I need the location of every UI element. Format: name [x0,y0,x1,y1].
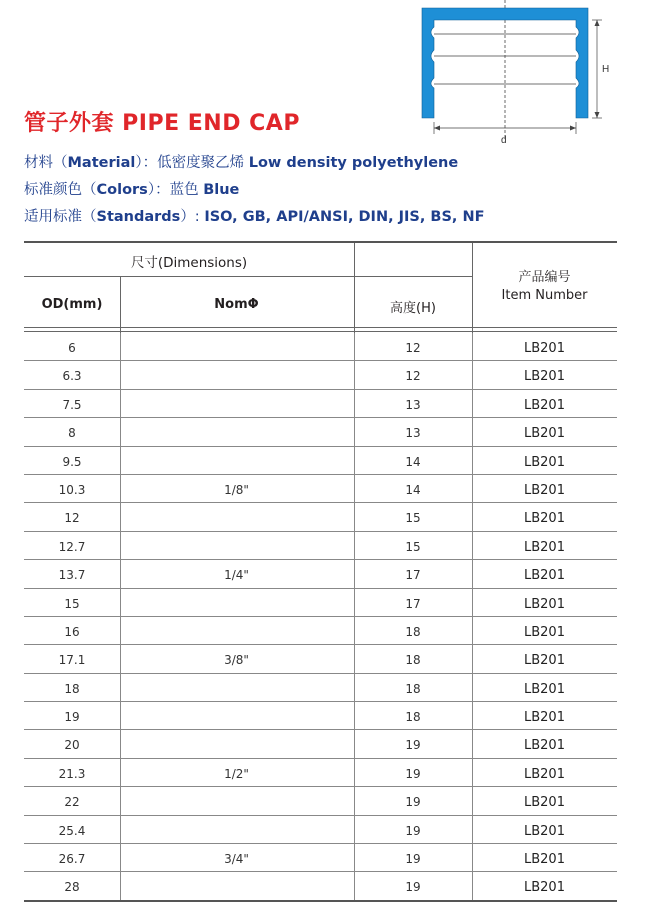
od-cell: 19 [64,710,80,725]
height-cell: 19 [405,880,421,895]
od-cell: 18 [64,681,80,696]
height-cell: 12 [405,341,421,355]
od-cell: 10.3 [58,482,86,497]
item-number-cell: LB201 [524,539,565,555]
item-number-header-en: Item Number [501,288,588,303]
nom-cell: 1/4" [224,568,249,583]
item-number-cell: LB201 [524,568,565,584]
od-cell: 20 [64,738,80,753]
item-number-cell: LB201 [524,738,565,754]
h-dimension-label: H [602,64,610,75]
height-cell: 18 [405,624,421,639]
od-header: OD(mm) [41,297,103,312]
table-row [24,361,617,389]
item-number-cell: LB201 [524,710,565,726]
dimensions-table [24,241,617,902]
item-number-cell: LB201 [524,852,565,868]
spec-colors-prefix: 标准颜色（ [24,182,97,198]
nom-header: NomΦ [214,297,259,312]
spec-colors-mid: ）：蓝色 [147,182,204,198]
item-number-cell: LB201 [524,823,565,839]
height-cell: 17 [405,596,421,611]
height-cell: 19 [405,766,421,781]
nom-cell: 1/2" [224,766,249,781]
spec-material-label: Material [67,155,136,171]
spec-colors [24,178,239,199]
spec-standards-mid: ）: [180,209,205,225]
spec-material-value: Low density polyethylene [248,155,459,171]
spec-colors-value: Blue [203,182,240,198]
table-row [24,645,617,673]
table-row [24,617,617,645]
height-cell: 12 [405,369,421,384]
od-cell: 7.5 [62,397,82,412]
od-cell: 28 [64,880,80,895]
spec-material-prefix: 材料（ [24,155,68,171]
spec-standards-prefix: 适用标准（ [24,209,97,225]
spec-material [24,151,458,172]
od-cell: 12 [64,511,80,526]
spec-standards [24,205,485,226]
item-number-cell: LB201 [524,341,565,356]
od-cell: 17.1 [58,653,86,668]
item-number-cell: LB201 [524,454,565,470]
item-number-cell: LB201 [524,795,565,811]
table-row [24,730,617,758]
height-cell: 15 [405,511,421,526]
height-cell: 15 [405,539,421,554]
od-cell: 13.7 [58,568,86,583]
table-header [24,241,617,333]
od-cell: 22 [64,795,80,810]
od-cell: 16 [64,624,80,639]
item-number-cell: LB201 [524,653,565,669]
table-row [24,503,617,531]
item-number-cell: LB201 [524,624,565,640]
od-cell: 25.4 [58,823,86,838]
page-title: 管子外套 PIPE END CAP [24,111,300,136]
height-cell: 18 [405,710,421,725]
table-row [24,787,617,815]
height-header: 高度(H) [390,301,436,316]
spec-standards-label: Standards [96,209,181,225]
table-row [24,816,617,844]
od-cell: 15 [64,596,80,611]
table-row [24,447,617,475]
table-row [24,844,617,872]
od-cell: 21.3 [58,766,86,781]
height-cell: 19 [405,823,421,838]
item-number-cell: LB201 [524,397,565,413]
od-cell: 26.7 [58,852,86,867]
height-cell: 19 [405,738,421,753]
nom-cell: 3/4" [224,852,249,867]
item-number-cell: LB201 [524,482,565,498]
item-number-cell: LB201 [524,511,565,527]
spec-standards-value: ISO, GB, API/ANSI, DIN, JIS, BS, NF [204,209,485,225]
pipe-end-cap-diagram [410,0,630,150]
od-cell: 8 [68,426,76,441]
od-cell: 12.7 [58,539,86,554]
height-cell: 17 [405,568,421,583]
d-dimension-label: d [501,135,507,146]
item-number-cell: LB201 [524,681,565,697]
table-row [24,872,617,901]
item-number-cell: LB201 [524,369,565,385]
table-row [24,560,617,588]
dimensions-header: 尺寸(Dimensions) [130,255,248,271]
table-row [24,674,617,702]
nom-cell: 3/8" [224,653,249,668]
item-number-header-cn: 产品编号 [518,270,571,285]
od-cell: 9.5 [62,454,82,469]
table-row [24,532,617,560]
table-row [24,418,617,446]
item-number-cell: LB201 [524,766,565,782]
spec-material-mid: ）：低密度聚乙烯 [135,155,249,171]
height-cell: 18 [405,653,421,668]
height-cell: 14 [405,482,421,497]
height-cell: 13 [405,426,421,441]
table-body [24,333,617,902]
table-row [24,390,617,418]
item-number-cell: LB201 [524,880,565,896]
height-cell: 19 [405,795,421,810]
height-cell: 14 [405,454,421,469]
item-number-header [472,269,617,305]
item-number-cell: LB201 [524,596,565,612]
spec-colors-label: Colors [96,182,148,198]
table-row [24,759,617,787]
od-cell: 6.3 [62,369,82,384]
height-cell: 18 [405,681,421,696]
table-row [24,475,617,503]
table-row [24,333,617,361]
od-cell: 6 [68,341,76,355]
table-row [24,702,617,730]
height-cell: 13 [405,397,421,412]
height-cell: 19 [405,852,421,867]
table-row [24,589,617,617]
nom-cell: 1/8" [224,482,249,497]
item-number-cell: LB201 [524,426,565,442]
